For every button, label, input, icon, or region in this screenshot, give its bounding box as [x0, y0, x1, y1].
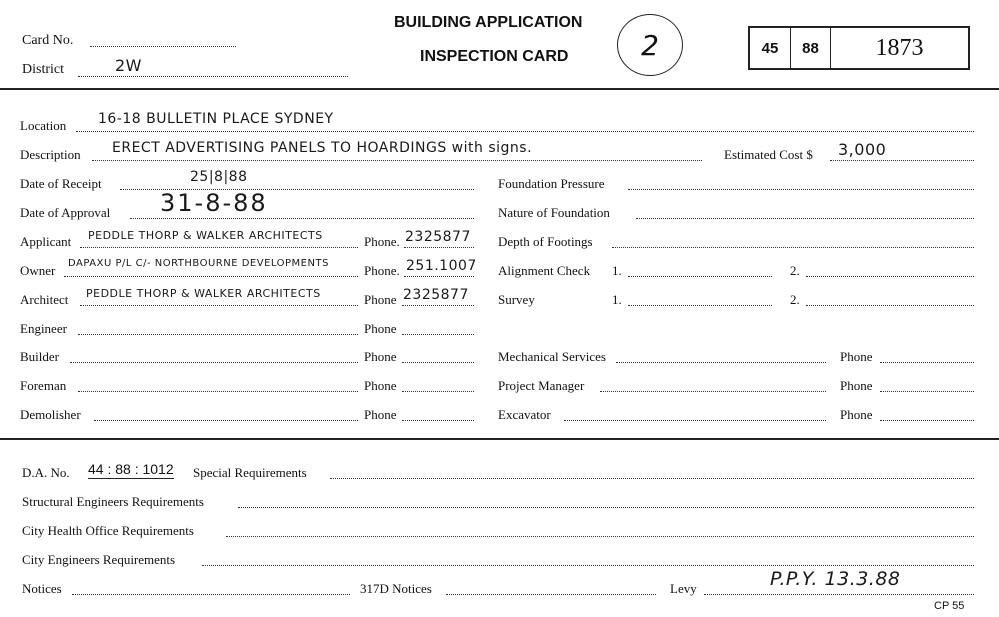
foreman-phone-line [402, 391, 474, 392]
description-line [92, 160, 702, 161]
builder-line [70, 362, 358, 363]
title-line-1: BUILDING APPLICATION [394, 14, 583, 31]
estimated-cost-value: 3,000 [838, 140, 887, 159]
box-number-1: 45 [761, 39, 779, 57]
excavator-label: Excavator [498, 407, 551, 422]
demolisher-line [94, 420, 358, 421]
builder-phone-line [402, 362, 474, 363]
estimated-cost-label: Estimated Cost $ [724, 147, 813, 162]
mechanical-services-label: Mechanical Services [498, 349, 606, 364]
applicant-phone-label: Phone. [364, 234, 400, 249]
circled-number: 2 [617, 14, 683, 76]
card-number-box [748, 26, 970, 70]
survey-label: Survey [498, 292, 535, 307]
applicant-line [80, 247, 358, 248]
special-requirements-label: Special Requirements [193, 465, 307, 480]
project-manager-phone-line [880, 391, 974, 392]
applicant-phone: 2325877 [405, 229, 471, 245]
foreman-phone-label: Phone [364, 378, 397, 393]
excavator-phone-line [880, 420, 974, 421]
applicant-phone-line [404, 247, 474, 248]
depth-of-footings-label: Depth of Footings [498, 234, 593, 249]
box-number-2: 88 [790, 28, 830, 68]
survey-2-line [806, 305, 974, 306]
engineer-phone-line [402, 334, 474, 335]
city-health-label: City Health Office Requirements [22, 523, 194, 538]
demolisher-phone-line [402, 420, 474, 421]
header-rule [0, 88, 999, 90]
district-value: 2W [115, 56, 142, 75]
owner-phone-line [404, 276, 474, 277]
mechanical-services-phone-label: Phone [840, 349, 873, 364]
excavator-phone-label: Phone [840, 407, 873, 422]
engineer-label: Engineer [20, 321, 67, 336]
architect-phone: 2325877 [403, 287, 469, 303]
notices-317d-line [446, 594, 656, 595]
da-no-label: D.A. No. [22, 465, 70, 480]
district-label: District [22, 62, 64, 77]
owner-phone: 251.1007 [406, 258, 477, 274]
structural-engineers-line [238, 507, 974, 508]
architect-line [80, 305, 358, 306]
location-label: Location [20, 118, 67, 133]
foreman-line [78, 391, 358, 392]
date-of-approval-value: 31-8-88 [160, 189, 268, 217]
survey-1-line [628, 305, 772, 306]
demolisher-label: Demolisher [20, 407, 81, 422]
notices-label: Notices [22, 581, 62, 596]
nature-of-foundation-label: Nature of Foundation [498, 205, 610, 220]
engineer-line [78, 334, 358, 335]
mechanical-services-phone-line [880, 362, 974, 363]
date-of-approval-line [130, 218, 474, 219]
architect-value: PEDDLE THORP & WALKER ARCHITECTS [86, 287, 321, 300]
foundation-pressure-line [628, 189, 974, 190]
survey-2-label: 2. [790, 292, 800, 307]
special-requirements-line [330, 478, 974, 479]
city-health-line [226, 536, 974, 537]
alignment-check-1-line [628, 276, 772, 277]
estimated-cost-line [830, 160, 974, 161]
project-manager-label: Project Manager [498, 378, 585, 393]
nature-of-foundation-line [636, 218, 974, 219]
date-of-receipt-label: Date of Receipt [20, 176, 102, 191]
alignment-check-2-line [806, 276, 974, 277]
notices-line [72, 594, 350, 595]
architect-phone-label: Phone [364, 292, 397, 307]
demolisher-phone-label: Phone [364, 407, 397, 422]
date-of-receipt-value: 25|8|88 [190, 169, 248, 185]
city-engineers-label: City Engineers Requirements [22, 552, 176, 567]
levy-value: P.P.Y. 13.3.88 [770, 568, 901, 590]
city-engineers-line [202, 565, 974, 566]
date-of-approval-label: Date of Approval [20, 205, 111, 220]
location-line [76, 131, 974, 132]
box-number-3: 1873 [830, 28, 968, 68]
structural-engineers-label: Structural Engineers Requirements [22, 494, 204, 509]
middle-rule [0, 438, 999, 440]
description-label: Description [20, 147, 81, 162]
levy-line [704, 594, 974, 595]
engineer-phone-label: Phone [364, 321, 397, 336]
card-no-line [90, 46, 236, 47]
excavator-line [564, 420, 826, 421]
builder-label: Builder [20, 349, 59, 364]
alignment-check-2-label: 2. [790, 263, 800, 278]
da-no-value: 44 : 88 : 1012 [88, 461, 174, 477]
levy-label: Levy [670, 581, 697, 596]
owner-label: Owner [20, 263, 56, 278]
project-manager-phone-label: Phone [840, 378, 873, 393]
form-code: CP 55 [934, 600, 965, 612]
survey-1-label: 1. [612, 292, 622, 307]
architect-phone-line [402, 305, 474, 306]
alignment-check-label: Alignment Check [498, 263, 591, 278]
title-line-2: INSPECTION CARD [420, 48, 569, 65]
card-no-label: Card No. [22, 33, 74, 48]
alignment-check-1-label: 1. [612, 263, 622, 278]
location-value: 16-18 BULLETIN PLACE SYDNEY [98, 111, 334, 127]
notices-317d-label: 317D Notices [360, 581, 432, 596]
district-line [78, 76, 348, 77]
builder-phone-label: Phone [364, 349, 397, 364]
architect-label: Architect [20, 292, 69, 307]
owner-value: DAPAXU P/L C/- NORTHBOURNE DEVELOPMENTS [68, 258, 329, 269]
owner-line [64, 276, 358, 277]
applicant-label: Applicant [20, 234, 72, 249]
applicant-value: PEDDLE THORP & WALKER ARCHITECTS [88, 229, 323, 242]
mechanical-services-line [616, 362, 826, 363]
owner-phone-label: Phone. [364, 263, 400, 278]
depth-of-footings-line [612, 247, 974, 248]
foreman-label: Foreman [20, 378, 67, 393]
project-manager-line [600, 391, 826, 392]
description-value: ERECT ADVERTISING PANELS TO HOARDINGS with signs. [112, 140, 533, 156]
foundation-pressure-label: Foundation Pressure [498, 176, 605, 191]
